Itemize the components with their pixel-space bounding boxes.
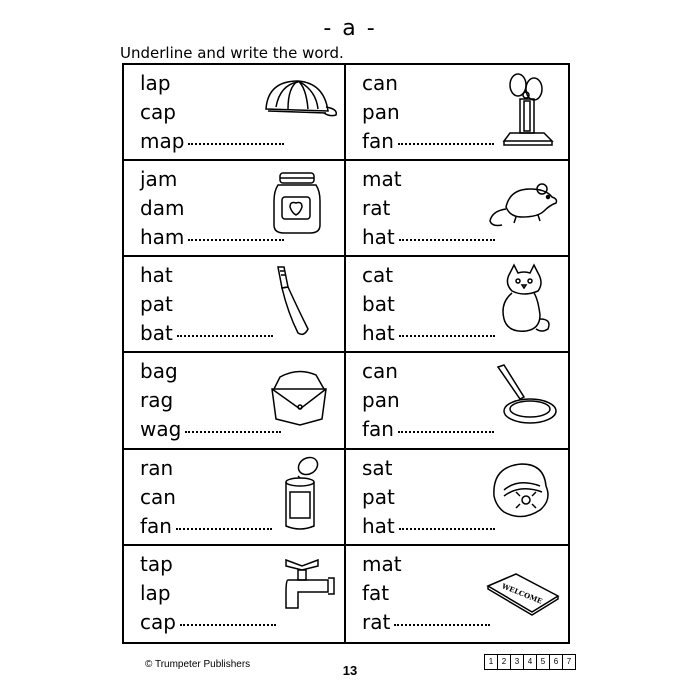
word-option: tap [140, 551, 173, 576]
publisher-credit: © Trumpeter Publishers [145, 659, 251, 670]
word-option: hat [362, 321, 395, 346]
word-option: can [362, 71, 398, 95]
word-option: can [140, 484, 176, 509]
exercise-cell [124, 257, 346, 353]
exercise-cell [346, 65, 568, 161]
exercise-cell [346, 353, 568, 449]
word-option: ham [140, 225, 185, 250]
frying-pan-icon [482, 359, 562, 437]
level-boxes [484, 654, 576, 670]
word-option: pat [140, 292, 173, 317]
exercise-cell [124, 353, 346, 449]
word-option: cap [140, 609, 176, 634]
exercise-cell [124, 65, 346, 161]
word-option: mat [362, 551, 402, 576]
answer-line [399, 528, 495, 530]
word-option: rag [140, 388, 174, 413]
page-title: - a - [323, 16, 377, 41]
level-box: 6 [550, 655, 563, 669]
word-option: hat [362, 513, 395, 538]
exercise-cell [346, 161, 568, 257]
page-number: 13 [342, 663, 358, 678]
instruction-text: Underline and write the word. [120, 44, 344, 62]
word-option: cap [140, 100, 176, 124]
answer-line [399, 239, 495, 241]
hat-icon [482, 456, 562, 534]
word-option: ran [140, 455, 174, 480]
word-option: pan [362, 100, 400, 124]
level-box: 2 [498, 655, 511, 669]
exercise-cell [124, 161, 346, 257]
word-option: map [140, 129, 185, 153]
word-option: cat [362, 263, 394, 288]
word-option: sat [362, 455, 393, 480]
welcome-mat-icon [482, 552, 562, 630]
fan-icon [482, 71, 562, 149]
rat-icon [482, 167, 562, 245]
tin-can-icon [258, 456, 338, 534]
jam-jar-icon [258, 167, 338, 245]
welcome-text: WELCOME [500, 581, 544, 606]
worksheet-grid [122, 63, 570, 644]
word-option: fan [362, 129, 394, 153]
word-option: dam [140, 196, 185, 221]
word-option: can [362, 359, 398, 384]
word-option: bat [140, 321, 173, 346]
word-option: pat [362, 484, 395, 509]
word-option: lap [140, 71, 171, 95]
exercise-cell [346, 257, 568, 353]
level-box: 4 [524, 655, 537, 669]
level-box: 1 [485, 655, 498, 669]
level-box: 3 [511, 655, 524, 669]
word-option: bat [362, 292, 395, 317]
word-option: lap [140, 580, 171, 605]
word-option: fan [362, 417, 394, 442]
answer-line [398, 431, 494, 433]
cat-icon [482, 263, 562, 341]
exercise-cell [124, 450, 346, 546]
word-option: fat [362, 580, 390, 605]
word-option: mat [362, 167, 402, 192]
word-option: jam [140, 167, 178, 192]
answer-line [398, 143, 494, 145]
exercise-cell [346, 546, 568, 642]
level-box: 7 [566, 657, 572, 666]
word-option: pan [362, 388, 400, 413]
word-option: hat [140, 263, 173, 288]
answer-line [394, 624, 490, 626]
word-option: bag [140, 359, 178, 384]
word-option: rat [362, 196, 391, 221]
word-option: hat [362, 225, 395, 250]
level-box: 5 [537, 655, 550, 669]
answer-line [399, 335, 495, 337]
exercise-cell [346, 450, 568, 546]
bag-icon [258, 359, 338, 437]
cricket-bat-icon [258, 263, 338, 341]
tap-icon [258, 552, 338, 630]
word-option: fan [140, 513, 172, 538]
word-option: rat [362, 609, 391, 634]
word-option: wag [140, 417, 182, 442]
cap-icon [258, 71, 338, 149]
exercise-cell [124, 546, 346, 642]
